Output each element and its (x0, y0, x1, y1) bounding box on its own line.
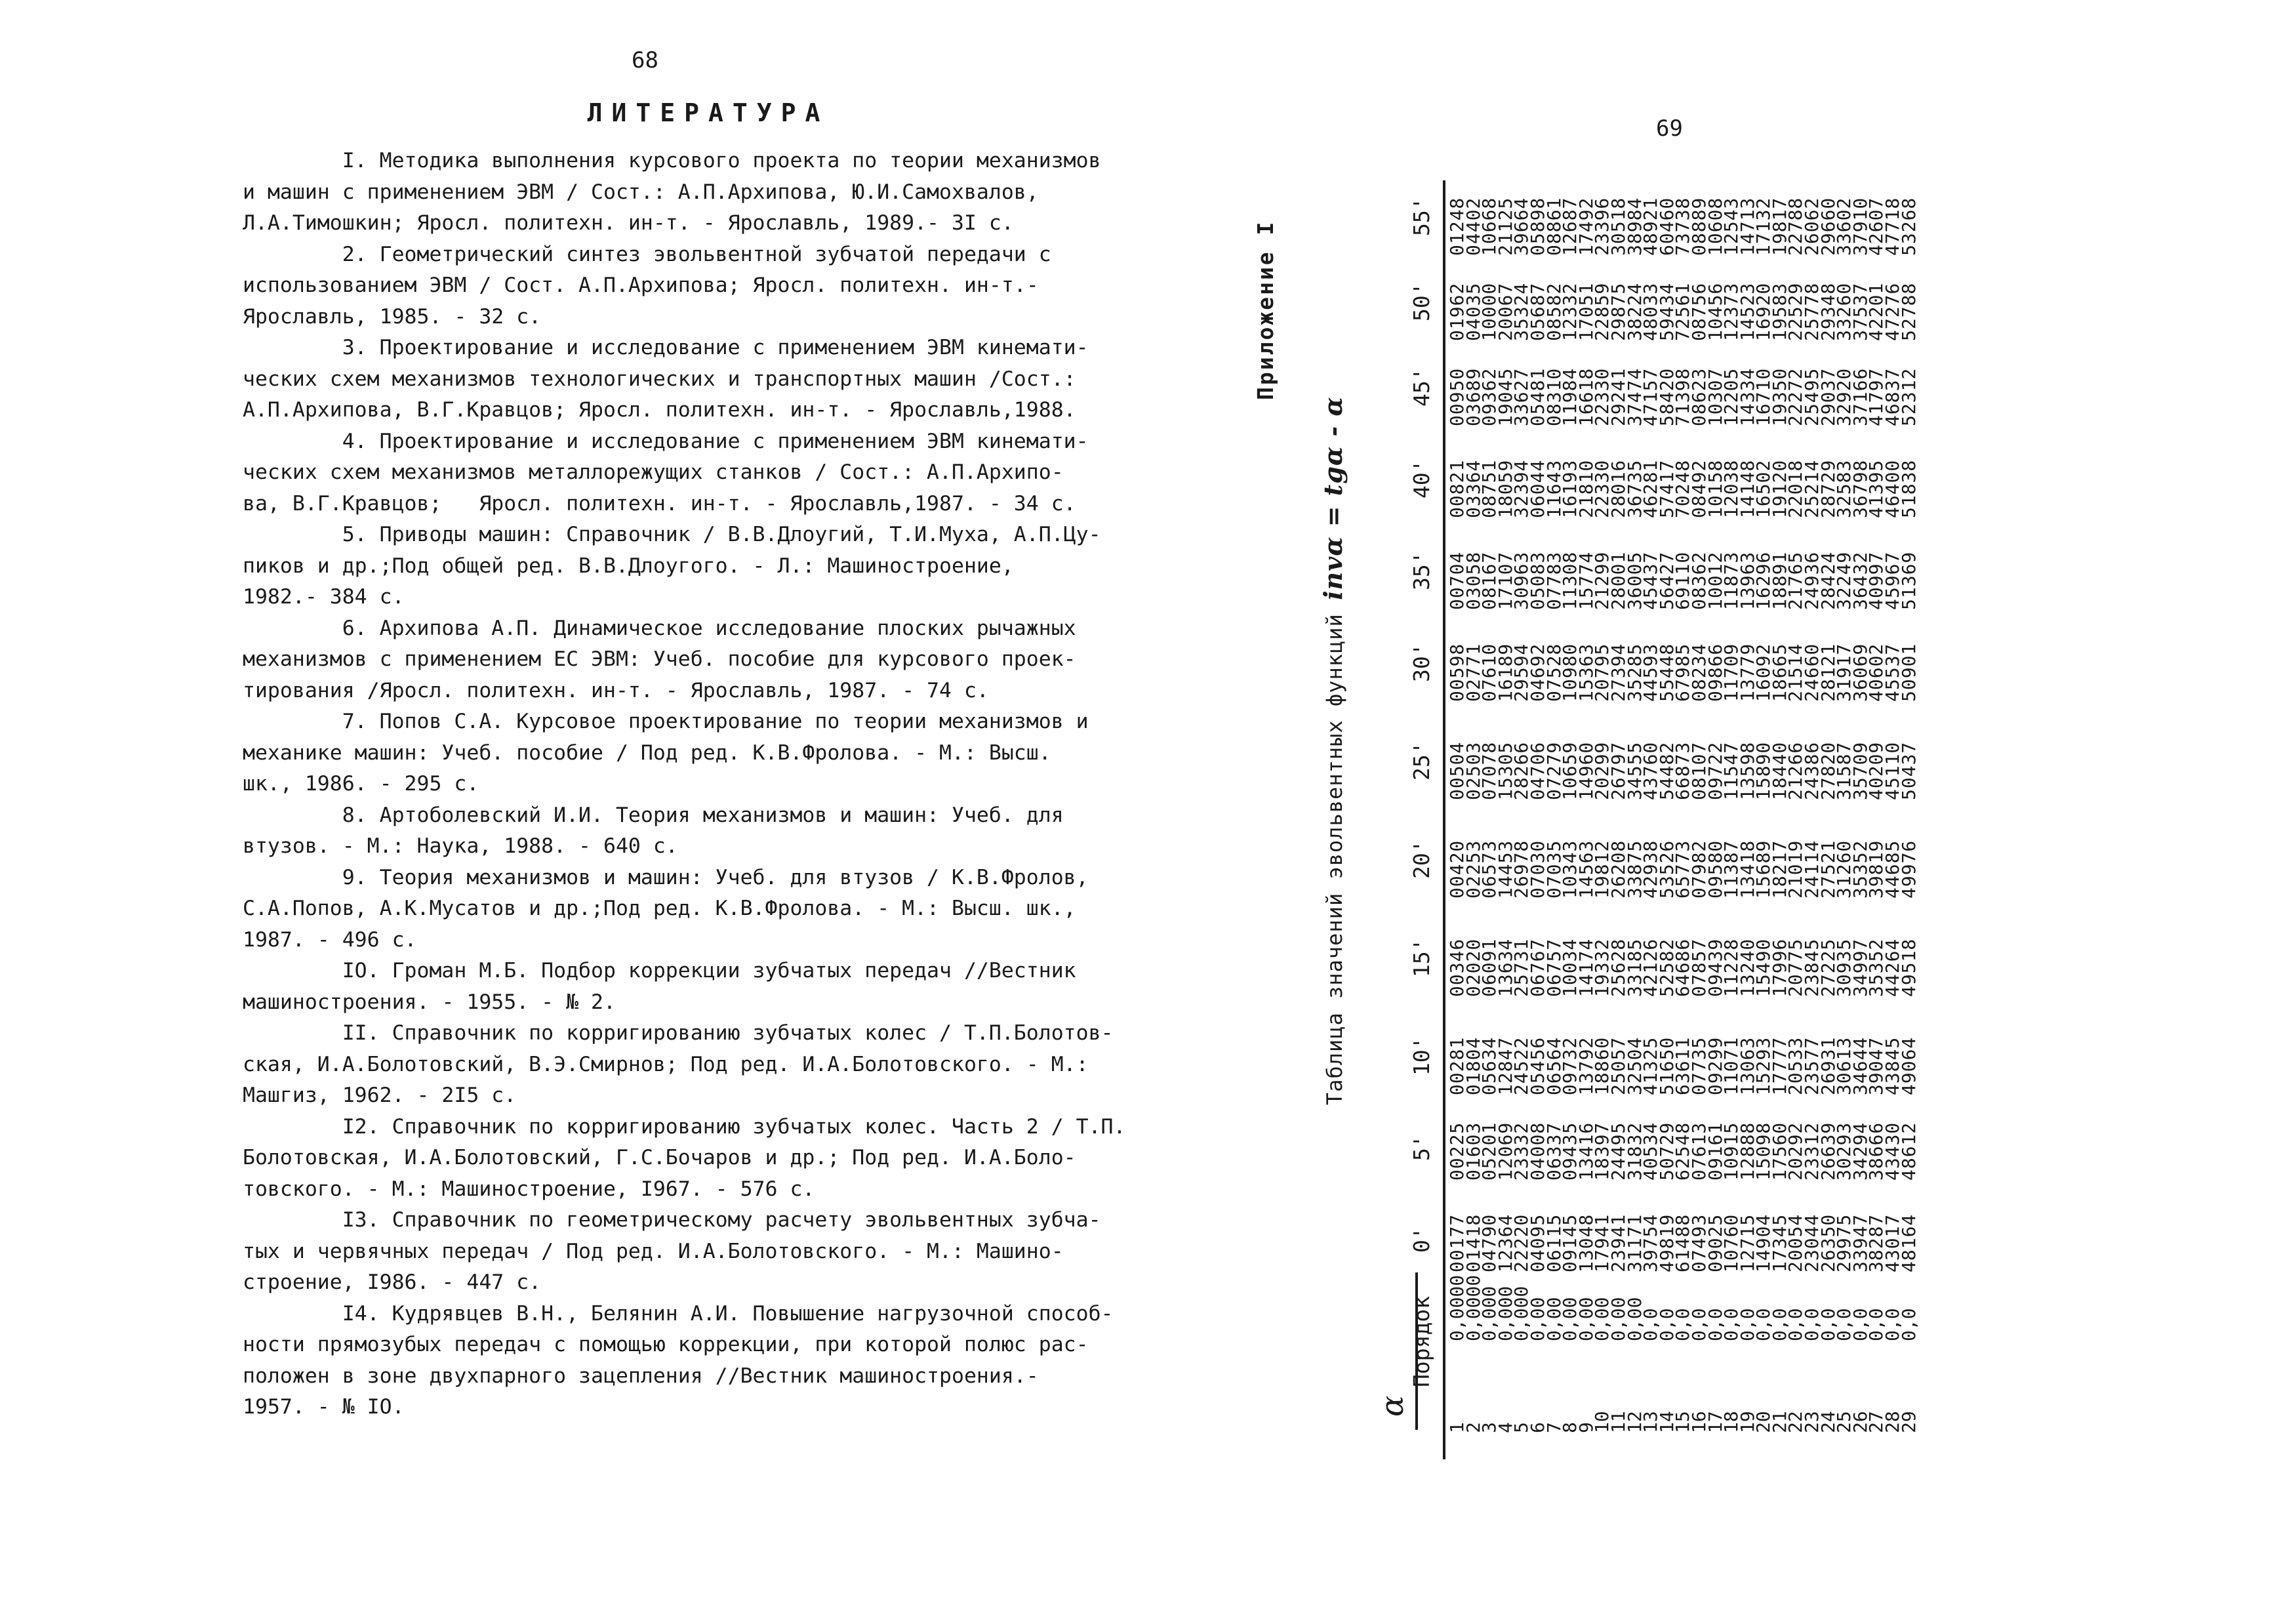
reference-line: 8. Артоболевский И.И. Теория механизмов и машин: Учеб. для (243, 803, 1064, 827)
minute-header: 0' (1409, 1227, 1434, 1253)
reference-line: ва, В.Г.Кравцов; Яросл. политехн. ин-т. - Ярославль,1987. - 34 с. (243, 491, 1076, 516)
reference-line: I3. Справочник по геометрическому расчету эвольвентных зубча- (243, 1208, 1101, 1232)
references-list (243, 146, 1128, 1423)
table-formula: invα = tgα - α (1318, 396, 1348, 600)
table-title-text: Таблица значений эвольвентных функций (1322, 613, 1347, 1105)
value-column: 00420 02253 06573 14453 26978 07030 07035 10343 14563 19812 26208 33875 42938 53526 65773 07982 09580 11387 13418 15689 18217 21019 24114 27521 31260 35352 39819 44685 49976 (1446, 840, 1920, 899)
reference-line: втузов. - М.: Наука, 1988. - 640 с. (243, 834, 678, 858)
value-column: 00504 02503 07078 15305 28266 04706 07279 10659 14960 20299 26797 34555 43760 54482 66873 08107 09722 11547 13598 15890 18440 21266 24386 27820 31587 35709 40209 45110 50437 (1446, 741, 1920, 800)
value-column: 00598 02771 07610 16189 29594 04692 07528 10980 15363 20795 27394 35285 44593 55448 67985 08234 09866 11709 13779 16092 18665 21514 24660 28121 31917 36069 40602 45537 50901 (1446, 643, 1920, 702)
value-column: 00950 03689 09362 19045 33627 05481 08310 11984 16618 22330 29241 37474 47157 58420 71398 08623 10307 12205 14334 16710 19350 22272 25495 29037 32920 37166 41797 46837 52312 (1446, 367, 1920, 426)
value-column: 00225 01603 05201 12069 23332 04008 06337 09435 13416 18397 24495 31832 40534 50729 62548 07613 09161 10915 12888 15098 17560 20292 23312 26639 30293 34294 38666 43430 48612 (1446, 1122, 1920, 1181)
reference-line: II. Справочник по корригированию зубчатых колес / Т.П.Болотов- (243, 1021, 1114, 1045)
reference-line: Машгиз, 1962. - 2I5 с. (243, 1084, 517, 1107)
value-column: 01248 04402 10668 21125 39664 05898 08861 12687 17492 23396 30518 38984 48921 60460 73738 08889 10608 12543 14713 17132 19817 22788 26062 29660 33602 37910 42607 47718 53268 (1446, 197, 1920, 256)
reference-line: механике машин: Учеб. пособие / Под ред. К.В.Фролова. - М.: Высш. (243, 741, 1051, 765)
appendix-label: Приложение I (1253, 220, 1278, 400)
reference-line: I4. Кудрявцев В.Н., Белянин А.И. Повышение нагрузочной способ- (243, 1301, 1114, 1326)
reference-line: положен в зоне двухпарного зацепления //Вестник машиностроения.- (243, 1364, 1039, 1388)
reference-line: ности прямозубых передач с помощью коррекции, при которой полюс рас- (243, 1333, 1089, 1356)
alpha-column: 1 2 3 4 5 6 7 8 9 10 11 12 13 14 15 16 17 18 19 20 21 22 23 24 25 26 27 28 29 (1446, 1411, 1920, 1433)
references-title: ЛИТЕРАТУРА (587, 98, 830, 127)
reference-line: использованием ЭВМ / Сост. А.П.Архипова; Яросл. политехн. ин-т.- (243, 274, 1039, 297)
right-page-number: 69 (1656, 115, 1683, 142)
order-header: Порядок (1409, 1295, 1434, 1387)
value-column: 00821 03364 08751 18059 32394 06044 11643 16193 21810 22330 28016 36735 46281 57417 70248 08492 10158 12038 14148 16502 19120 22018 25214 28729 32583 36798 41395 46400 51838 (1446, 459, 1920, 518)
table-title (1318, 396, 1348, 1105)
reference-line: IO. Громан М.Б. Подбор коррекции зубчатых передач //Вестник (243, 959, 1076, 983)
reference-line: 9. Теория механизмов и машин: Учеб. для втузов / К.В.Фролов, (243, 865, 1089, 889)
minute-header: 30' (1409, 643, 1434, 682)
order-column: 0,0000 0,0000 0,000 0,000 0,000 0,00 0,00 0,00 0,00 0,00 0,00 0,00 0,0 0,0 0,0 0,0 0,0 0,0 0,0 0,0 0,0 0,0 0,0 0,0 0,0 0,0 0,0 0,0 0,0 (1446, 1274, 1920, 1341)
reference-line: 2. Геометрический синтез эвольвентной зубчатой передачи с (243, 242, 1051, 266)
value-column: 01962 04035 10000 20067 35324 05687 08582 12332 17051 22859 29875 38224 48033 59434 72561 08756 10456 12373 14523 16920 19583 22529 25778 29348 33260 37537 42201 47276 52788 (1446, 282, 1920, 341)
reference-line: 5. Приводы машин: Справочник / В.В.Длоугий, Т.И.Муха, А.П.Цу- (243, 523, 1101, 546)
left-page-number: 68 (632, 47, 658, 73)
reference-line: товского. - М.: Машиностроение, I967. - 576 с. (243, 1177, 815, 1201)
value-column: 00177 01418 04790 12364 22220 04095 06115 09145 13048 17941 23941 31171 39754 49819 61488 07493 09025 10760 12715 14904 17345 20054 23044 26350 29975 33947 38287 43017 48164 (1446, 1213, 1920, 1272)
reference-line: I. Методика выполнения курсового проекта по теории механизмов (243, 149, 1101, 173)
header-rule (1443, 180, 1445, 1459)
minute-header: 50' (1409, 282, 1434, 321)
minute-header: 20' (1409, 840, 1434, 879)
value-column: 00281 01804 05634 12847 24522 05456 06564 09732 13792 18860 25057 32504 41325 51650 63611 07735 09299 11071 13063 15293 17777 20533 23577 26931 30613 34644 39047 43845 49064 (1446, 1036, 1920, 1095)
reference-line: ческих схем механизмов металлорежущих станков / Сост.: А.П.Архипо- (243, 460, 1064, 484)
reference-line: шк., 1986. - 295 с. (243, 772, 479, 796)
reference-line: 1987. - 496 с. (243, 927, 417, 952)
reference-line: механизмов с применением ЕС ЭВМ: Учеб. пособие для курсового проек- (243, 647, 1076, 671)
reference-line: 3. Проектирование и исследование с применением ЭВМ кинемати- (243, 336, 1089, 359)
reference-line: Ярославль, 1985. - 32 с. (243, 304, 542, 329)
reference-line: 4. Проектирование и исследование с применением ЭВМ кинемати- (243, 429, 1089, 453)
reference-line: 7. Попов С.А. Курсовое проектирование по теории механизмов и (243, 710, 1089, 733)
minute-header: 5' (1409, 1135, 1434, 1161)
minute-header: 40' (1409, 459, 1434, 498)
reference-line: пиков и др.;Под общей ред. В.В.Длоугого. - Л.: Машиностроение, (243, 554, 1014, 578)
reference-line: ческих схем механизмов технологических и транспортных машин /Сост.: (243, 367, 1076, 391)
reference-line: машиностроения. - 1955. - № 2. (243, 990, 616, 1014)
reference-line: I2. Справочник по корригированию зубчатых колес. Часть 2 / Т.П. (243, 1114, 1126, 1139)
reference-line: тирования /Яросл. политехн. ин-т. - Ярославль, 1987. - 74 с. (243, 678, 989, 702)
reference-line: С.А.Попов, А.К.Мусатов и др.;Под ред. К.В.Фролова. - М.: Высш. шк., (243, 897, 1076, 920)
minute-header: 10' (1409, 1036, 1434, 1076)
value-column: 00346 02020 06091 13634 25731 06767 06757 10034 14174 19332 25628 33185 42126 52582 64686 07857 09439 11228 13240 15490 17996 20775 23845 27225 30935 34997 35352 44264 49518 (1446, 938, 1920, 997)
appendix-table (1233, 167, 2243, 1518)
reference-line: А.П.Архипова, В.Г.Кравцов; Яросл. политехн. ин-т. - Ярославль,1988. (243, 398, 1076, 422)
reference-line: 1957. - № IO. (243, 1395, 405, 1419)
reference-line: тых и червячных передач / Под ред. И.А.Болотовского. - М.: Машино- (243, 1239, 1064, 1263)
minute-header: 55' (1409, 197, 1434, 236)
minute-header: 15' (1409, 938, 1434, 977)
value-column: 00704 03058 08167 17107 30963 05083 07783 11308 15774 21299 28001 36005 45437 56427 69110 08362 10012 11873 13963 16296 18891 21765 24936 28424 32249 36432 40997 45967 51369 (1446, 551, 1920, 610)
reference-line: 6. Архипова А.П. Динамическое исследование плоских рычажных (243, 616, 1076, 640)
reference-line: ская, И.А.Болотовский, В.Э.Смирнов; Под ред. И.А.Болотовского. - М.: (243, 1052, 1089, 1076)
reference-line: и машин с применением ЭВМ / Сост.: А.П.Архипова, Ю.И.Самохвалов, (243, 180, 1039, 204)
reference-line: 1982.- 384 с. (243, 585, 405, 609)
minute-header: 35' (1409, 551, 1434, 590)
reference-line: строение, I986. - 447 с. (243, 1270, 542, 1294)
minute-header: 45' (1409, 367, 1434, 407)
reference-line: Болотовская, И.А.Болотовский, Г.С.Бочаров и др.; Под ред. И.А.Боло- (243, 1146, 1076, 1169)
alpha-header: α (1374, 1395, 1411, 1417)
minute-header: 25' (1409, 741, 1434, 781)
reference-line: Л.А.Тимошкин; Яросл. политехн. ин-т. - Ярославль, 1989.- 3I с. (243, 211, 1014, 235)
